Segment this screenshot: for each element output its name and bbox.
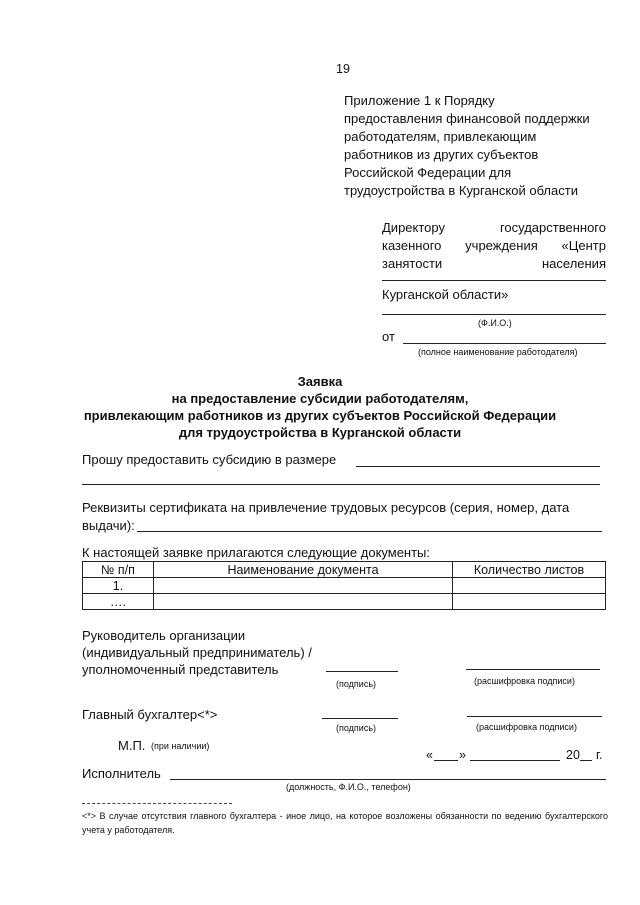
executor-label: Исполнитель (82, 766, 161, 781)
footnote-separator (82, 803, 232, 804)
appendix-line: работников из других субъектов (344, 147, 539, 162)
decode-caption: (расшифровка подписи) (474, 676, 575, 686)
fio-caption: (Ф.И.О.) (478, 318, 512, 328)
title-line: привлекающим работников из других субъектов Российской Федерации (83, 408, 557, 423)
table-cell (453, 594, 606, 610)
seal-note: (при наличии) (151, 741, 210, 751)
attached-docs-label: К настоящей заявке прилагаются следующие документы: (82, 545, 431, 560)
appendix-line: Приложение 1 к Порядку (344, 93, 495, 108)
addressee-line: Директору государственного (382, 220, 606, 235)
head-decode-line (466, 669, 600, 670)
addressee-line: занятости населения (382, 256, 606, 271)
appendix-line: трудоустройства в Курганской области (344, 183, 578, 198)
table-header: Количество листов (453, 562, 606, 578)
certificate-line (137, 531, 602, 532)
appendix-line: Российской Федерации для (344, 165, 512, 180)
certificate-label: Реквизиты сертификата на привлечение трудовых ресурсов (серия, номер, дата (82, 500, 570, 515)
date-open-quote: « (426, 748, 433, 762)
addressee-region: Курганской области» (382, 287, 509, 302)
documents-table (82, 561, 606, 610)
footnote-text: <*> В случае отсутствия главного бухгалтера - иное лицо, на которое возложены обязанности по ведению бухгалтерского учета у работодателя. (82, 811, 608, 835)
subsidy-amount-line-2 (82, 484, 600, 485)
from-label: от (382, 329, 395, 344)
blank-line (382, 280, 606, 281)
date-year-line (580, 760, 592, 761)
employer-line (403, 343, 606, 344)
subsidy-amount-line (356, 466, 600, 467)
head-signatory (82, 627, 312, 678)
certificate-label-2: выдачи): (82, 518, 135, 533)
executor-caption: (должность, Ф.И.О., телефон) (286, 782, 411, 792)
table-row (83, 578, 606, 594)
table-cell (154, 578, 453, 594)
date-close-quote: » (459, 748, 466, 762)
date-year-prefix: 20 (566, 748, 580, 762)
seal-label: М.П. (118, 738, 146, 753)
signatory-line: (индивидуальный предприниматель) / (82, 645, 312, 660)
table-cell (154, 594, 453, 610)
date-month-line (470, 760, 560, 761)
appendix-line: работодателям, привлекающим (344, 129, 537, 144)
accountant-decode-line (467, 716, 602, 717)
decode-caption: (расшифровка подписи) (476, 722, 577, 732)
table-cell: 1. (83, 578, 154, 594)
table-row (83, 594, 606, 610)
table-cell (453, 578, 606, 594)
signatory-line: Руководитель организации (82, 628, 246, 643)
fio-line (382, 314, 606, 315)
accountant-label: Главный бухгалтер<*> (82, 707, 218, 722)
title-line: Заявка (297, 374, 343, 389)
addressee-line: казенного учреждения «Центр (382, 238, 606, 253)
table-header: № п/п (83, 562, 154, 578)
subsidy-request-label: Прошу предоставить субсидию в размере (82, 452, 337, 467)
table-cell: …. (83, 594, 154, 610)
signatory-line: уполномоченный представитель (82, 662, 279, 677)
table-header: Наименование документа (154, 562, 453, 578)
signature-caption: (подпись) (336, 679, 377, 689)
date-year-suffix: г. (596, 748, 603, 762)
appendix-block (344, 92, 590, 200)
page-number: 19 (336, 62, 350, 76)
title-line: для трудоустройства в Курганской области (178, 425, 462, 440)
signature-caption: (подпись) (336, 723, 377, 733)
document-title (40, 373, 600, 441)
title-line: на предоставление субсидии работодателям, (171, 391, 469, 406)
addressee-block (382, 219, 606, 273)
appendix-line: предоставления финансовой поддержки (344, 111, 590, 126)
table-header-row (83, 562, 606, 578)
executor-line (170, 779, 606, 780)
accountant-signature-line (322, 718, 398, 719)
head-signature-line (326, 671, 398, 672)
employer-caption: (полное наименование работодателя) (418, 347, 578, 357)
date-day-line (434, 760, 458, 761)
